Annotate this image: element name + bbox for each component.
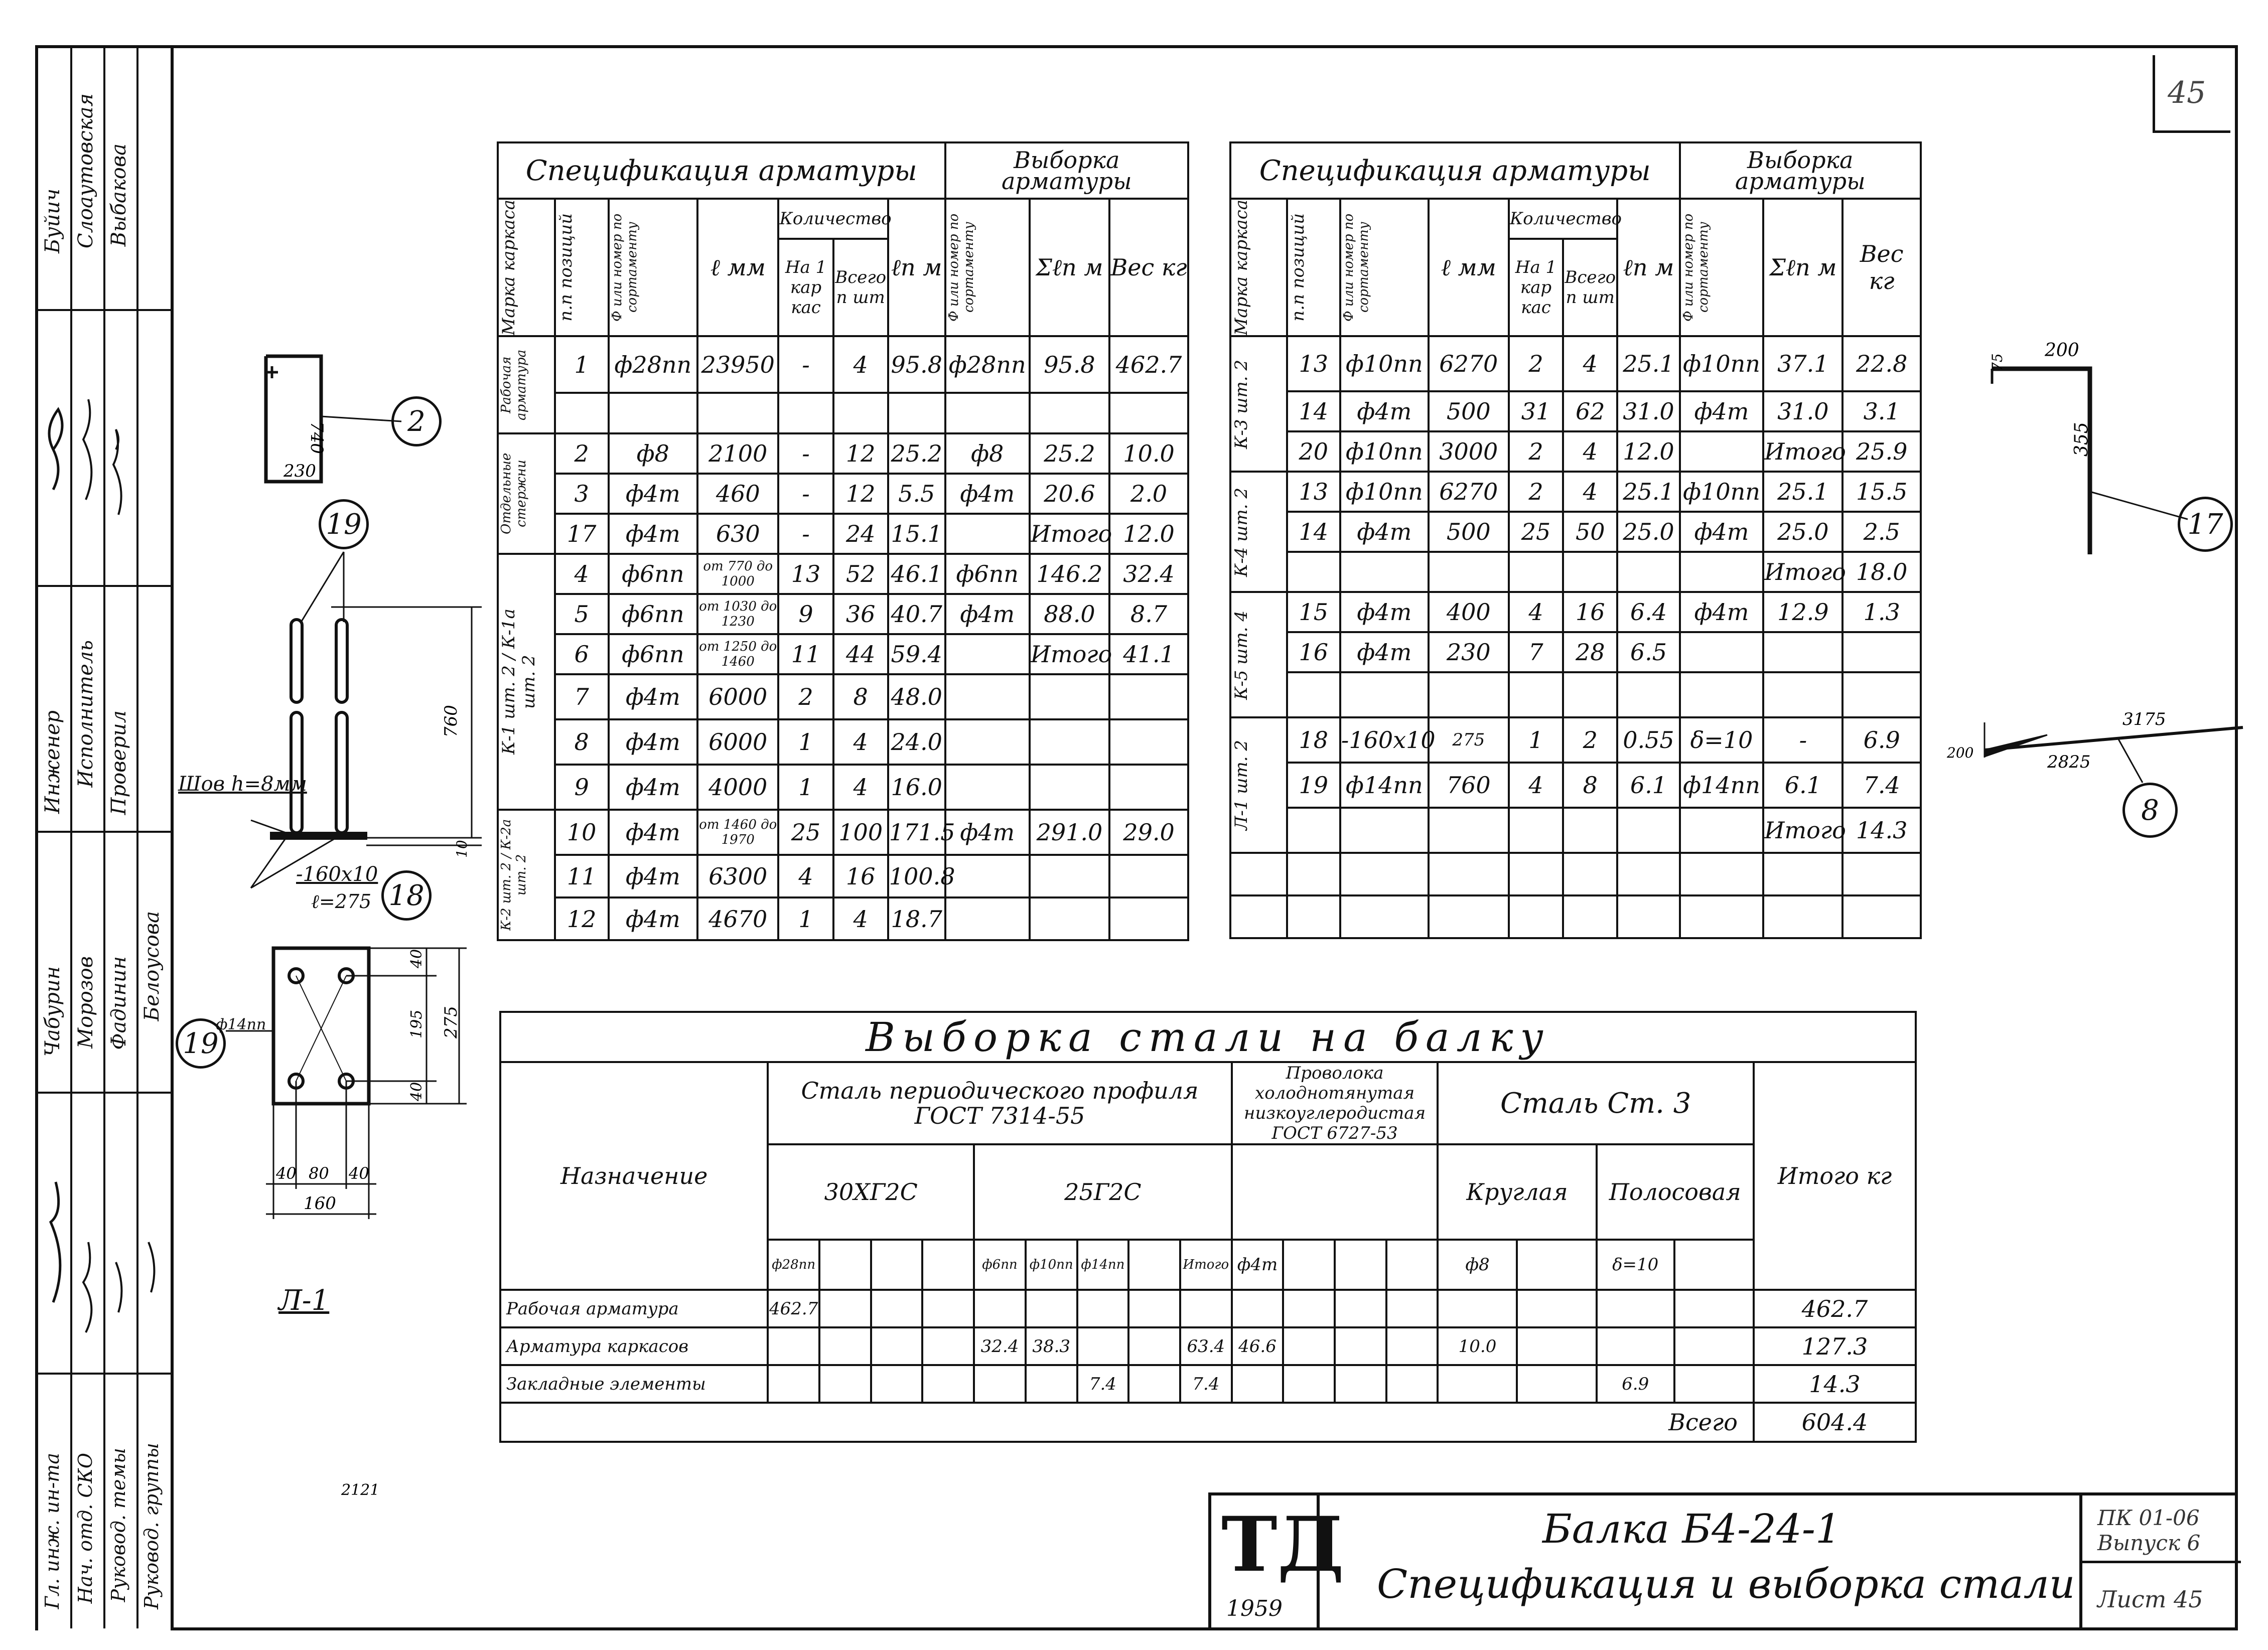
table-row — [498, 393, 1188, 434]
callout-19-bottom: 19 — [176, 1018, 226, 1069]
spec-right-h-ln: ℓп м — [1617, 199, 1679, 336]
spec-right-h-qty-one: На 1 кар кас — [1509, 239, 1563, 336]
spec-left-group-1: Отдельные стержни — [498, 433, 555, 554]
dim-740: 740 — [307, 421, 327, 454]
stamp-name-2: Слоаутовская — [74, 93, 97, 249]
table-row: Рабочая арматура 1 ф28пп 23950 - 4 95.8 ф28пп 95.8 462.7 — [498, 336, 1188, 392]
signatures — [38, 48, 171, 1628]
spec-right-h-mark: Марка каркаса — [1230, 199, 1287, 336]
spec-right-title: Спецификация арматуры — [1230, 142, 1680, 199]
table-row — [1230, 895, 1921, 938]
table-row: Л-1 шт. 2 18 -160х10 275 1 2 0.55 δ=10 - 6.9 — [1230, 717, 1921, 763]
spec-left-group-2: К-1 шт. 2 / К-1а шт. 2 — [498, 554, 555, 810]
table-row — [1230, 672, 1921, 717]
spec-table-right — [1229, 141, 1922, 939]
detail-drawing-right — [1947, 326, 2238, 828]
stamp-name-4: Чабурин — [41, 966, 64, 1057]
dim-230: 230 — [284, 461, 316, 481]
table-row: 5 ф6пп от 1030 до 1230 9 36 40.7 ф4т 88.0 8.7 — [498, 594, 1188, 634]
left-stamp — [38, 48, 171, 1628]
table-row: Рабочая арматура 462.7 462.7 — [500, 1290, 1916, 1327]
stamp-name-6: Фадинин — [107, 956, 130, 1050]
dim-75: 75 — [1989, 353, 2006, 371]
dim-195: 195 — [408, 1009, 426, 1038]
dim-2825: 2825 — [2047, 752, 2091, 772]
stamp-title-3: Руковод. темы — [107, 1448, 129, 1602]
spec-right-h-sum: Σℓп м — [1763, 199, 1842, 336]
spec-left-h-ln: ℓп м — [888, 199, 945, 336]
table-row: К-1 шт. 2 / К-1а шт. 2 4 ф6пп от 770 до 1000 13 52 46.1 ф6пп 146.2 32.4 — [498, 554, 1188, 594]
bar-8-shape — [1984, 722, 2243, 758]
stamp-title-4: Руковод. группы — [140, 1443, 163, 1609]
callout-17: 17 — [2178, 497, 2233, 552]
steel-st3-header: Сталь Ст. 3 — [1438, 1062, 1753, 1144]
spec-right-h-len: ℓ мм — [1429, 199, 1509, 336]
spec-right-sel-title: Выборка арматуры — [1680, 142, 1921, 199]
spec-table-left — [497, 141, 1189, 941]
table-row: 7 ф4т 6000 2 8 48.0 — [498, 674, 1188, 719]
stamp-name-1: Буйич — [41, 189, 64, 254]
spec-left-title: Спецификация арматуры — [498, 142, 945, 199]
dim-10: 10 — [454, 840, 470, 858]
table-row: 12 ф4т 4670 1 4 18.7 — [498, 897, 1188, 940]
table-row: Итого 18.0 — [1230, 552, 1921, 592]
plate-length-label: ℓ=275 — [311, 890, 372, 913]
table-row: 3 ф4т 460 - 12 5.5 ф4т 20.6 2.0 — [498, 474, 1188, 514]
sheet-corner-number: 45 — [2168, 75, 2206, 110]
bar-19-label: ф14пп — [216, 1016, 266, 1033]
spec-right-group-1: К-4 шт. 2 — [1230, 472, 1287, 592]
plate-label: -160х10 — [296, 863, 378, 886]
stamp-role-engineer: Инженер — [41, 710, 64, 814]
table-row: 9 ф4т 4000 1 4 16.0 — [498, 765, 1188, 810]
spec-right-h-dia: Ф или номер по сортаменту — [1340, 199, 1429, 336]
weld-label: Шов h=8мм — [178, 773, 307, 796]
spec-right-h-sel-dia: Ф или номер по сортаменту — [1680, 199, 1764, 336]
table-row: 14 ф4т 500 25 50 25.0 ф4т 25.0 2.5 — [1230, 512, 1921, 552]
table-row: Отдельные стержни 2 ф8 2100 - 12 25.2 ф8 25.2 10.0 — [498, 433, 1188, 474]
spec-left-h-weight: Вес кг — [1109, 199, 1188, 336]
stamp-role-executor: Исполнитель — [74, 640, 97, 788]
title-block — [1208, 1492, 2238, 1630]
dim-760: 760 — [441, 705, 461, 737]
callout-19-top: 19 — [319, 499, 369, 549]
stamp-title-2: Нач. отд. СКО — [74, 1453, 96, 1604]
spec-left-h-sel-dia: Ф или номер по сортаменту — [945, 199, 1030, 336]
title-block-logo-cell — [1211, 1495, 1344, 1630]
steel-subhead-row: ф28пп ф6пп ф10пп ф14пп Итого ф4т ф8 δ=10 — [500, 1240, 1916, 1290]
steel-strip: Полосовая — [1597, 1144, 1754, 1240]
spec-right-h-weight: Вес кг — [1842, 199, 1921, 336]
table-row: 19 ф14пп 760 4 8 6.1 ф14пп 6.1 7.4 — [1230, 763, 1921, 808]
title-line-1: Балка Б4-24-1 — [1542, 1506, 1841, 1552]
spec-left-h-mark: Марка каркаса — [498, 199, 555, 336]
plate-view-label: Л-1 — [278, 1284, 330, 1317]
bar-17-shape — [1992, 369, 2090, 554]
spec-left-h-len: ℓ мм — [697, 199, 778, 336]
table-row: К-5 шт. 4 15 ф4т 400 4 16 6.4 ф4т 12.9 1.3 — [1230, 592, 1921, 632]
spec-left-h-sum: Σℓп м — [1030, 199, 1109, 336]
title-code-divider — [2082, 1561, 2241, 1563]
steel-total-header: Итого кг — [1754, 1062, 1916, 1290]
stamp-name-7: Белоусова — [140, 911, 164, 1021]
bars-19-elevation — [271, 552, 366, 839]
table-row: 20 ф10пп 3000 2 4 12.0 Итого 25.9 — [1230, 431, 1921, 472]
spec-left-group-3: К-2 шт. 2 / К-2а шт. 2 — [498, 810, 555, 940]
steel-grade1: 30ХГ2С — [768, 1144, 974, 1240]
spec-right-h-pos: п.п позиций — [1287, 199, 1340, 336]
spec-left-h-dia: Ф или номер по сортаменту — [609, 199, 697, 336]
dim-40-bottom: 40 — [408, 1082, 426, 1101]
table-row: 17 ф4т 630 - 24 15.1 Итого 12.0 — [498, 514, 1188, 554]
spec-right-group-2: К-5 шт. 4 — [1230, 592, 1287, 717]
spec-left-h-pos: п.п позиций — [555, 199, 609, 336]
table-row: Арматура каркасов 32.4 38.3 63.4 46.6 10.0 127.3 — [500, 1327, 1916, 1365]
spec-left-body — [498, 336, 1188, 940]
stamp-name-5: Морозов — [74, 956, 97, 1048]
spec-right-group-3: Л-1 шт. 2 — [1230, 717, 1287, 853]
dim-3175: 3175 — [2122, 709, 2166, 729]
spec-left-sel-title: Выборка арматуры — [945, 142, 1188, 199]
table-row: 16 ф4т 230 7 28 6.5 — [1230, 632, 1921, 672]
steel-grand-total-row — [500, 1403, 1916, 1442]
table-row — [1230, 853, 1921, 895]
table-row: Закладные элементы 7.4 7.4 6.9 14.3 — [500, 1365, 1916, 1403]
title-sheet: Лист 45 — [2097, 1586, 2203, 1613]
table-row: К-3 шт. 2 13 ф10пп 6270 2 4 25.1 ф10пп 37.1 22.8 — [1230, 336, 1921, 391]
dim-200-bar8: 200 — [1947, 744, 1974, 761]
stamp-title-1: Гл. инж. ин-та — [41, 1453, 63, 1609]
steel-all-label: Всего — [500, 1403, 1754, 1442]
table-row: 6 ф6пп от 1250 до 1460 11 44 59.4 Итого 41.1 — [498, 634, 1188, 674]
callout-8: 8 — [2122, 783, 2178, 838]
table-row: 14 ф4т 500 31 62 31.0 ф4т 31.0 3.1 — [1230, 391, 1921, 431]
spec-right-h-qty: Количество — [1509, 199, 1618, 239]
title-code-cell — [2079, 1495, 2241, 1630]
table-row: 11 ф4т 6300 4 16 100.8 — [498, 855, 1188, 897]
dim-w80: 80 — [309, 1164, 329, 1183]
table-row: К-2 шт. 2 / К-2а шт. 2 10 ф4т от 1460 до 1970 25 100 171.5 ф4т 291.0 29.0 — [498, 810, 1188, 855]
spec-left-group-0: Рабочая арматура — [498, 336, 555, 433]
callout-18: 18 — [381, 870, 432, 921]
steel-wire-header: Проволока холоднотянутая низкоуглеродистая ГОСТ 6727-53 — [1232, 1062, 1438, 1144]
spec-left-h-qty-one: На 1 кар кас — [778, 239, 833, 336]
steel-grade2: 25Г2С — [974, 1144, 1232, 1240]
steel-table — [499, 1011, 1917, 1443]
note-2121: 2121 — [341, 1481, 380, 1499]
top-border-line — [35, 45, 2238, 48]
dim-200-bar17: 200 — [2045, 340, 2079, 361]
title-year: 1959 — [1226, 1596, 1283, 1621]
spec-right-h-qty-total: Всего п шт — [1563, 239, 1617, 336]
title-logo: ТД — [1221, 1501, 1344, 1589]
steel-purpose-header: Назначение — [500, 1062, 768, 1290]
stamp-role-checker: Проверил — [107, 710, 130, 815]
title-line-2: Спецификация и выборка стали — [1377, 1561, 2075, 1607]
spec-right-group-0: К-3 шт. 2 — [1230, 336, 1287, 472]
spec-right-body — [1230, 336, 1921, 938]
title-code: ПК 01-06 — [2097, 1506, 2200, 1530]
table-row: К-4 шт. 2 13 ф10пп 6270 2 4 25.1 ф10пп 25.1 15.5 — [1230, 472, 1921, 512]
dim-355: 355 — [2071, 422, 2092, 457]
table-row: 8 ф4т 6000 1 4 24.0 — [498, 719, 1188, 765]
steel-all-value: 604.4 — [1754, 1403, 1916, 1442]
steel-periodic-header: Сталь периодического профиля ГОСТ 7314-55 — [768, 1062, 1231, 1144]
dim-w40-a: 40 — [276, 1164, 297, 1183]
dim-275: 275 — [441, 1006, 461, 1038]
spec-left-h-qty-total: Всего п шт — [833, 239, 888, 336]
dim-w160: 160 — [304, 1193, 336, 1214]
title-issue: Выпуск 6 — [2097, 1531, 2201, 1555]
steel-round: Круглая — [1438, 1144, 1596, 1240]
spec-left-h-qty: Количество — [778, 199, 888, 239]
dim-w40-b: 40 — [349, 1164, 369, 1183]
stamp-name-3: Выбакова — [107, 143, 130, 247]
steel-title: Выборка стали на балку — [500, 1012, 1916, 1062]
callout-2: 2 — [391, 396, 442, 446]
table-row: Итого 14.3 — [1230, 808, 1921, 853]
steel-wire-cont — [1232, 1144, 1438, 1240]
dim-40-top: 40 — [408, 949, 426, 968]
